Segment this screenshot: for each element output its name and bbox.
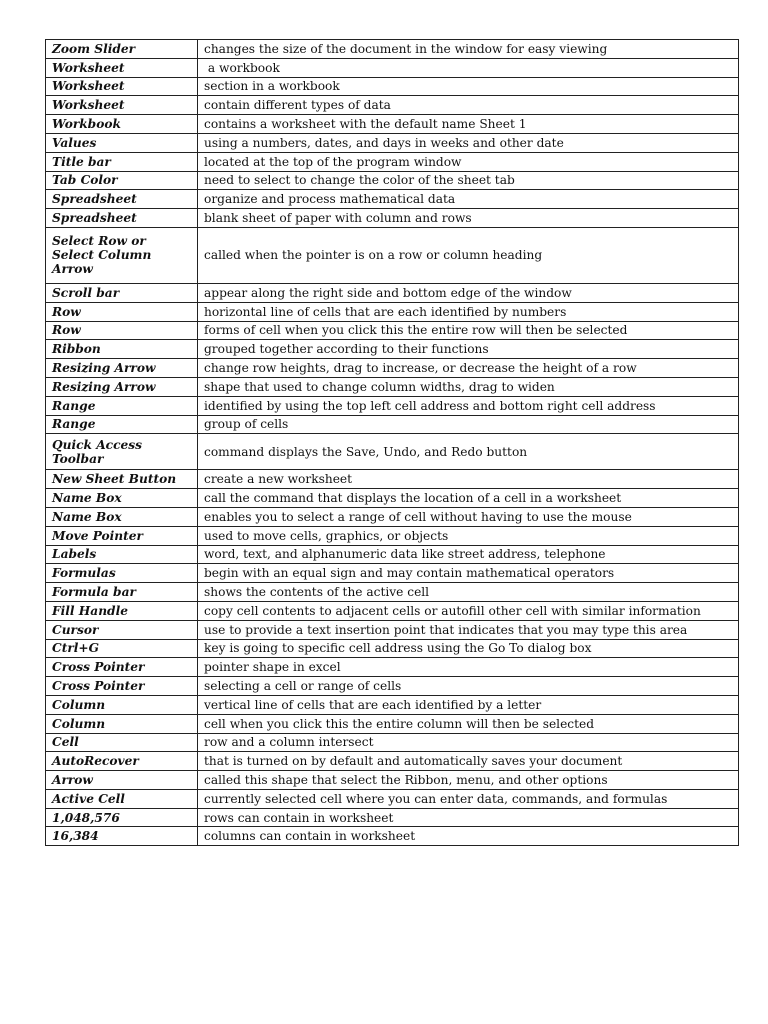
table-row bbox=[46, 771, 739, 790]
definition-cell: pointer shape in excel bbox=[198, 658, 739, 677]
term-cell: Ctrl+G bbox=[46, 639, 198, 658]
table-row bbox=[46, 377, 739, 396]
table-row bbox=[46, 77, 739, 96]
table-row bbox=[46, 827, 739, 846]
term-cell: Formulas bbox=[46, 564, 198, 583]
definition-cell: use to provide a text insertion point that indicates that you may type this area bbox=[198, 620, 739, 639]
definition-cell: horizontal line of cells that are each identified by numbers bbox=[198, 302, 739, 321]
table-row bbox=[46, 601, 739, 620]
term-cell: AutoRecover bbox=[46, 752, 198, 771]
table-row bbox=[46, 152, 739, 171]
definition-cell: need to select to change the color of the sheet tab bbox=[198, 171, 739, 190]
term-cell: Arrow bbox=[46, 771, 198, 790]
table-row bbox=[46, 115, 739, 134]
term-cell: Select Row or Select Column Arrow bbox=[46, 227, 198, 283]
term-cell: New Sheet Button bbox=[46, 470, 198, 489]
table-row bbox=[46, 677, 739, 696]
table-row bbox=[46, 171, 739, 190]
table-row bbox=[46, 733, 739, 752]
definition-cell: organize and process mathematical data bbox=[198, 190, 739, 209]
term-cell: Labels bbox=[46, 545, 198, 564]
definition-cell: appear along the right side and bottom edge of the window bbox=[198, 283, 739, 302]
table-row bbox=[46, 415, 739, 434]
definition-cell: begin with an equal sign and may contain mathematical operators bbox=[198, 564, 739, 583]
definition-cell: shape that used to change column widths, drag to widen bbox=[198, 377, 739, 396]
term-cell: Name Box bbox=[46, 507, 198, 526]
definition-cell: using a numbers, dates, and days in weeks and other date bbox=[198, 133, 739, 152]
definition-cell: grouped together according to their functions bbox=[198, 340, 739, 359]
table-row bbox=[46, 96, 739, 115]
definition-cell: cell when you click this the entire column will then be selected bbox=[198, 714, 739, 733]
glossary-table bbox=[45, 39, 739, 846]
term-cell: Quick Access Toolbar bbox=[46, 434, 198, 470]
table-row bbox=[46, 808, 739, 827]
table-row bbox=[46, 58, 739, 77]
table-row bbox=[46, 526, 739, 545]
definition-cell: group of cells bbox=[198, 415, 739, 434]
term-cell: Worksheet bbox=[46, 77, 198, 96]
term-cell: Active Cell bbox=[46, 789, 198, 808]
term-cell: Ribbon bbox=[46, 340, 198, 359]
table-row bbox=[46, 507, 739, 526]
definition-cell: columns can contain in worksheet bbox=[198, 827, 739, 846]
term-cell: Name Box bbox=[46, 489, 198, 508]
definition-cell: key is going to specific cell address using the Go To dialog box bbox=[198, 639, 739, 658]
table-row bbox=[46, 620, 739, 639]
table-row bbox=[46, 789, 739, 808]
definition-cell: enables you to select a range of cell without having to use the mouse bbox=[198, 507, 739, 526]
definition-cell: forms of cell when you click this the entire row will then be selected bbox=[198, 321, 739, 340]
table-row bbox=[46, 714, 739, 733]
term-cell: Column bbox=[46, 695, 198, 714]
definition-cell: blank sheet of paper with column and rows bbox=[198, 209, 739, 228]
term-cell: Range bbox=[46, 396, 198, 415]
term-cell: Tab Color bbox=[46, 171, 198, 190]
term-cell: Formula bar bbox=[46, 583, 198, 602]
term-cell: Title bar bbox=[46, 152, 198, 171]
definition-cell: rows can contain in worksheet bbox=[198, 808, 739, 827]
table-row bbox=[46, 227, 739, 283]
definition-cell: vertical line of cells that are each identified by a letter bbox=[198, 695, 739, 714]
table-row bbox=[46, 583, 739, 602]
table-row bbox=[46, 434, 739, 470]
table-row bbox=[46, 283, 739, 302]
term-cell: Cursor bbox=[46, 620, 198, 639]
term-cell: Worksheet bbox=[46, 58, 198, 77]
definition-cell: change row heights, drag to increase, or decrease the height of a row bbox=[198, 359, 739, 378]
definition-cell: selecting a cell or range of cells bbox=[198, 677, 739, 696]
term-cell: Cross Pointer bbox=[46, 658, 198, 677]
term-cell: Cell bbox=[46, 733, 198, 752]
definition-cell: called when the pointer is on a row or column heading bbox=[198, 227, 739, 283]
definition-cell: create a new worksheet bbox=[198, 470, 739, 489]
table-row bbox=[46, 658, 739, 677]
table-row bbox=[46, 545, 739, 564]
term-cell: Resizing Arrow bbox=[46, 359, 198, 378]
table-row bbox=[46, 489, 739, 508]
glossary-body bbox=[46, 40, 739, 846]
definition-cell: used to move cells, graphics, or objects bbox=[198, 526, 739, 545]
term-cell: Resizing Arrow bbox=[46, 377, 198, 396]
definition-cell: row and a column intersect bbox=[198, 733, 739, 752]
definition-cell: changes the size of the document in the window for easy viewing bbox=[198, 40, 739, 59]
table-row bbox=[46, 639, 739, 658]
table-row bbox=[46, 564, 739, 583]
table-row bbox=[46, 340, 739, 359]
definition-cell: word, text, and alphanumeric data like street address, telephone bbox=[198, 545, 739, 564]
term-cell: Scroll bar bbox=[46, 283, 198, 302]
definition-cell: contains a worksheet with the default name Sheet 1 bbox=[198, 115, 739, 134]
term-cell: Values bbox=[46, 133, 198, 152]
table-row bbox=[46, 133, 739, 152]
definition-cell: call the command that displays the location of a cell in a worksheet bbox=[198, 489, 739, 508]
definition-cell: that is turned on by default and automatically saves your document bbox=[198, 752, 739, 771]
definition-cell: a workbook bbox=[198, 58, 739, 77]
table-row bbox=[46, 695, 739, 714]
term-cell: Range bbox=[46, 415, 198, 434]
term-cell: Workbook bbox=[46, 115, 198, 134]
definition-cell: contain different types of data bbox=[198, 96, 739, 115]
table-row bbox=[46, 209, 739, 228]
definition-cell: section in a workbook bbox=[198, 77, 739, 96]
term-cell: 16,384 bbox=[46, 827, 198, 846]
table-row bbox=[46, 321, 739, 340]
term-cell: 1,048,576 bbox=[46, 808, 198, 827]
table-row bbox=[46, 470, 739, 489]
table-row bbox=[46, 752, 739, 771]
definition-cell: called this shape that select the Ribbon, menu, and other options bbox=[198, 771, 739, 790]
table-row bbox=[46, 40, 739, 59]
term-cell: Column bbox=[46, 714, 198, 733]
term-cell: Spreadsheet bbox=[46, 190, 198, 209]
table-row bbox=[46, 302, 739, 321]
definition-cell: identified by using the top left cell address and bottom right cell address bbox=[198, 396, 739, 415]
table-row bbox=[46, 396, 739, 415]
term-cell: Spreadsheet bbox=[46, 209, 198, 228]
term-cell: Move Pointer bbox=[46, 526, 198, 545]
term-cell: Row bbox=[46, 302, 198, 321]
term-cell: Worksheet bbox=[46, 96, 198, 115]
definition-cell: shows the contents of the active cell bbox=[198, 583, 739, 602]
table-row bbox=[46, 359, 739, 378]
term-cell: Zoom Slider bbox=[46, 40, 198, 59]
definition-cell: copy cell contents to adjacent cells or autofill other cell with similar information bbox=[198, 601, 739, 620]
definition-cell: currently selected cell where you can enter data, commands, and formulas bbox=[198, 789, 739, 808]
definition-cell: command displays the Save, Undo, and Redo button bbox=[198, 434, 739, 470]
glossary-sheet bbox=[45, 39, 739, 846]
definition-cell: located at the top of the program window bbox=[198, 152, 739, 171]
table-row bbox=[46, 190, 739, 209]
term-cell: Fill Handle bbox=[46, 601, 198, 620]
term-cell: Row bbox=[46, 321, 198, 340]
term-cell: Cross Pointer bbox=[46, 677, 198, 696]
